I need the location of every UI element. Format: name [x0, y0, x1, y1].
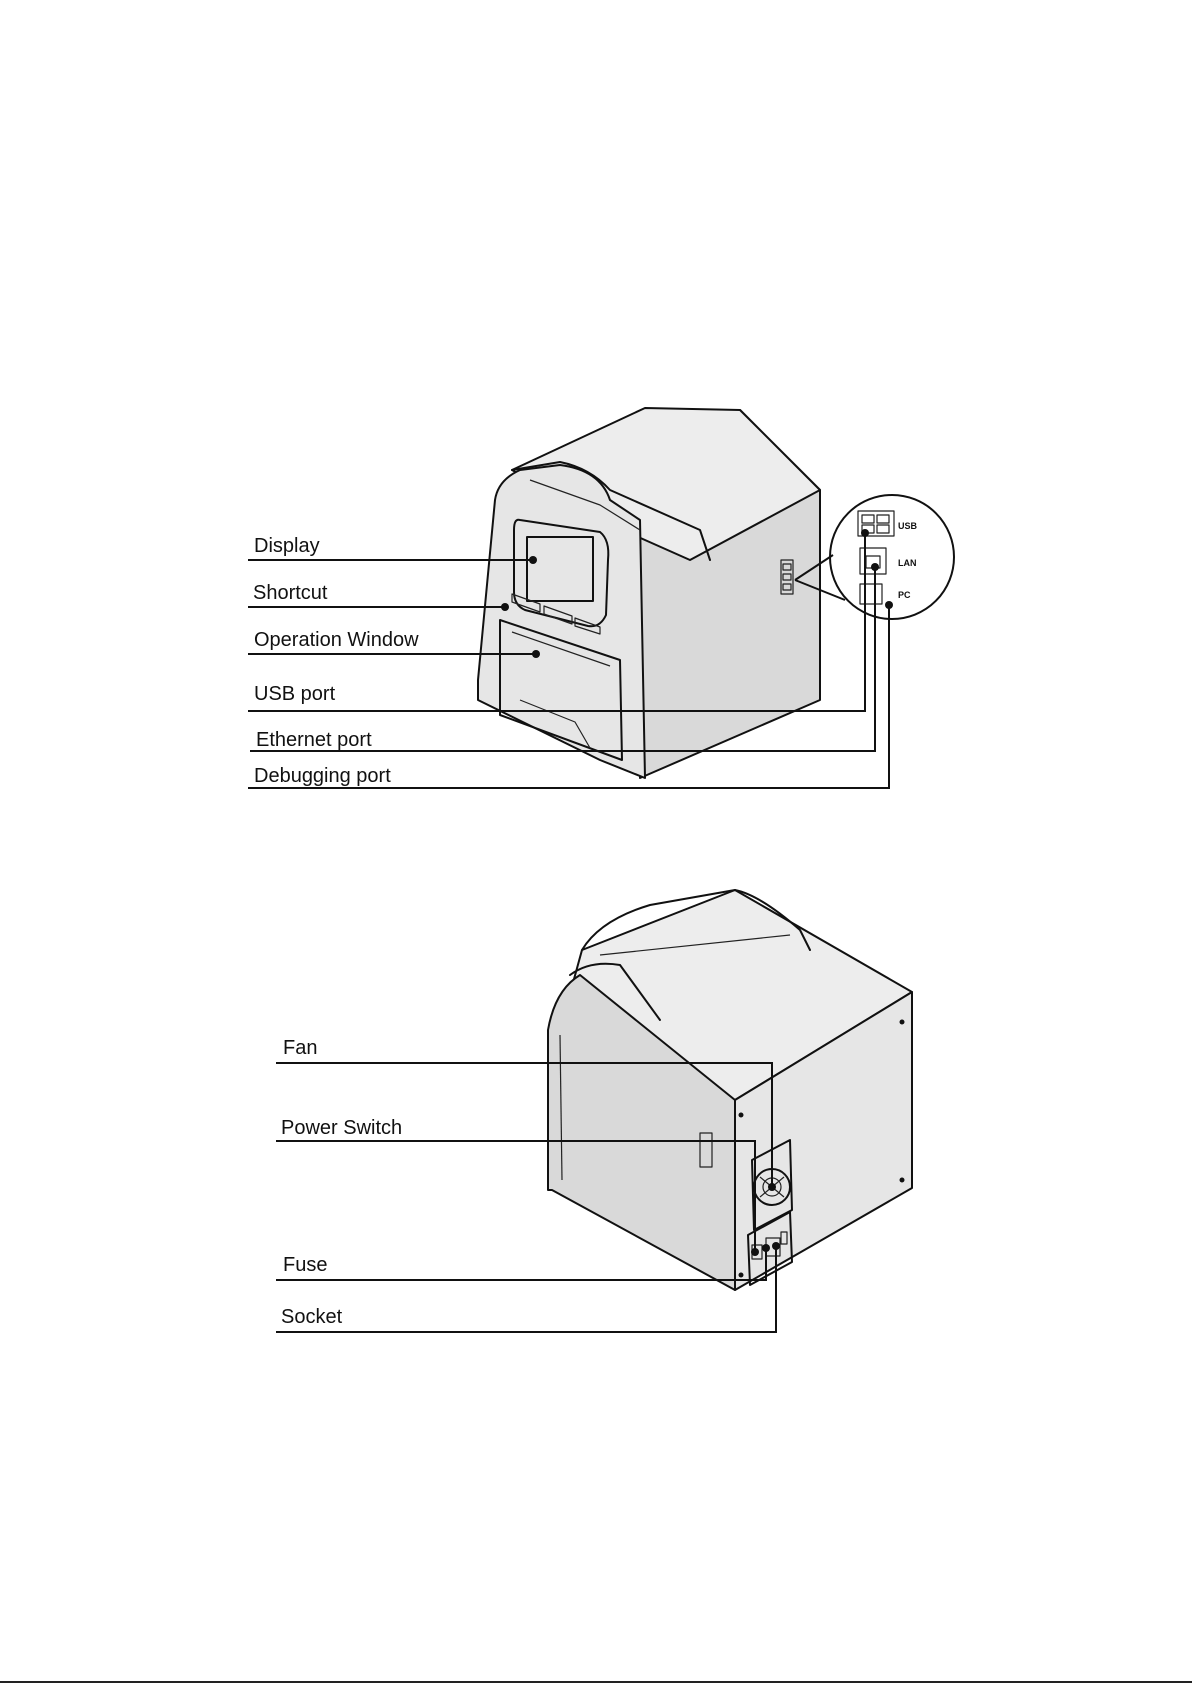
- label-power-switch: Power Switch: [281, 1117, 403, 1139]
- callout-lan-label: LAN: [898, 558, 917, 568]
- label-usb-port: USB port: [254, 683, 336, 705]
- front-view-illustration: [248, 408, 954, 788]
- label-fan: Fan: [283, 1037, 318, 1059]
- rear-view-illustration: [276, 890, 912, 1332]
- label-display: Display: [254, 535, 320, 557]
- label-debugging-port: Debugging port: [254, 765, 391, 787]
- label-fuse: Fuse: [283, 1254, 328, 1276]
- label-ethernet-port: Ethernet port: [256, 729, 372, 751]
- label-operation-window: Operation Window: [254, 629, 419, 651]
- port-callout-circle: [830, 495, 954, 619]
- label-shortcut: Shortcut: [253, 582, 328, 604]
- callout-pc-label: PC: [898, 590, 911, 600]
- page-footer-rule: [0, 1681, 1192, 1683]
- label-socket: Socket: [281, 1306, 343, 1328]
- callout-usb-label: USB: [898, 521, 918, 531]
